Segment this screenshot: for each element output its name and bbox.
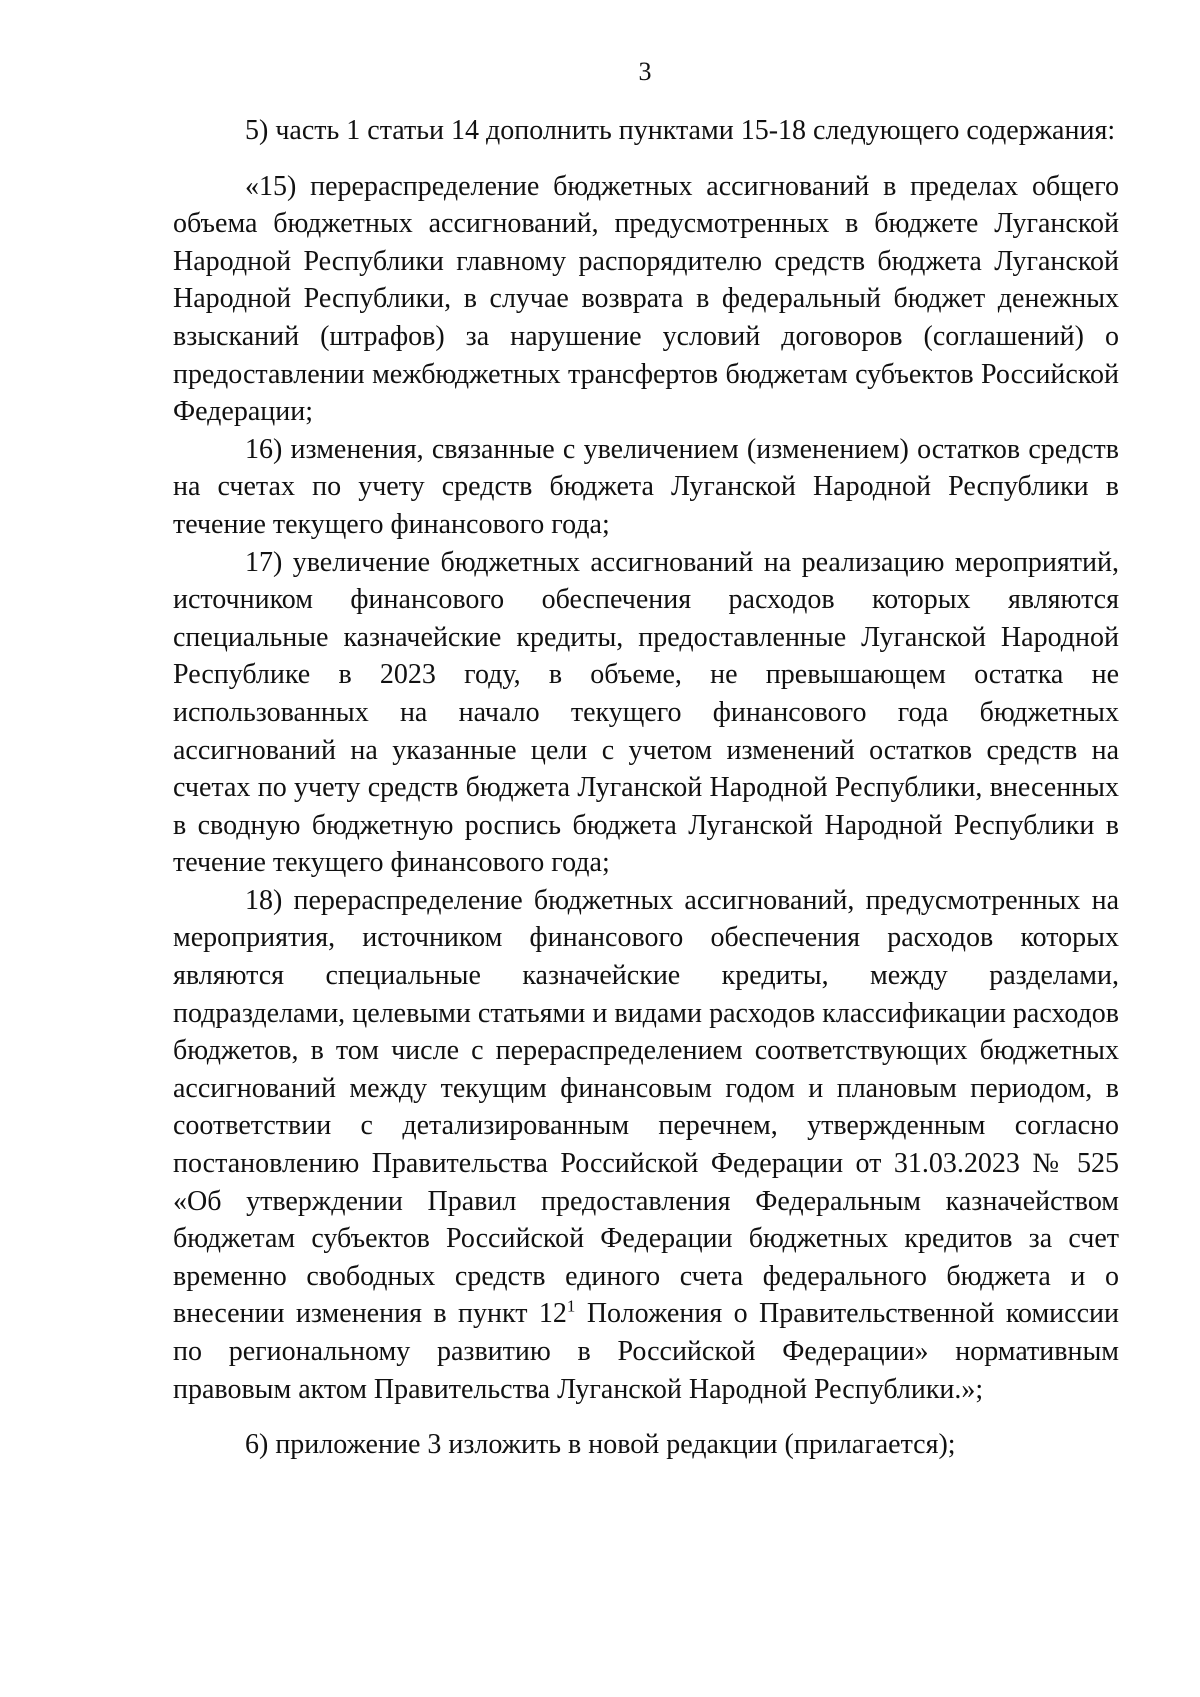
paragraph-point-16: 16) изменения, связанные с увеличением (изменением) остатков средств на счетах по учету средств бюджета Луганской Народной Республики в течение текущего финансового года; (173, 433, 1119, 540)
superscript-one: 1 (566, 1297, 576, 1317)
point-18-text-start: 18) перераспределение бюджетных ассигнований, предусмотренных на мероприятия, источником финансового обеспечения расходов которых являются специальные казначейские кредиты, между разделами, подразделами, целевыми статьями и видами расходов классификации расходов бюджетов, в том числе с перераспределением соответствующих бюджетных ассигнований между текущим финансовым годом и плановым периодом, в соответствии с детализированным перечнем, утвержденным согласно постановлению Правительства Российской Федерации от 31.03.2023 № 525 «Об утверждении Правил предоставления Федеральным казначейством бюджетам субъектов Российской Федерации бюджетных кредитов за счет временно свободных средств единого счета федерального бюджета и о внесении изменения в пункт 12 (173, 884, 1119, 1330)
paragraph-point-15: «15) перераспределение бюджетных ассигнований в пределах общего объема бюджетных ассигнований, предусмотренных в бюджете Луганской Народной Республики главному распорядителю средств бюджета Луганской Народной Республики, в случае возврата в федеральный бюджет денежных взысканий (штрафов) за нарушение условий договоров (соглашений) о предоставлении межбюджетных трансфертов бюджетам субъектов Российской Федерации; (173, 170, 1119, 428)
point-18-text-end: Положения о Правительственной комиссии по региональному развитию в Российской Федерации» нормативным правовым актом Правительства Луганской Народной Республики.»; (173, 1298, 1119, 1405)
paragraph-point-17: 17) увеличение бюджетных ассигнований на реализацию мероприятий, источником финансового обеспечения расходов которых являются специальные казначейские кредиты, предоставленные Луганской Народной Республике в 2023 году, в объеме, не превышающем остатка не использованных на начало текущего финансового года бюджетных ассигнований на указанные цели с учетом изменений остатков средств на счетах по учету средств бюджета Луганской Народной Республики, внесенных в сводную бюджетную роспись бюджета Луганской Народной Республики в течение текущего финансового года; (173, 546, 1119, 879)
paragraph-item-6: 6) приложение 3 изложить в новой редакции (прилагается); (245, 1429, 956, 1461)
paragraph-item-5: 5) часть 1 статьи 14 дополнить пунктами 15-18 следующего содержания: (245, 115, 1116, 146)
document-body (173, 112, 1119, 1464)
page-number: 3 (638, 57, 652, 86)
paragraph-point-18 (173, 882, 1119, 1408)
